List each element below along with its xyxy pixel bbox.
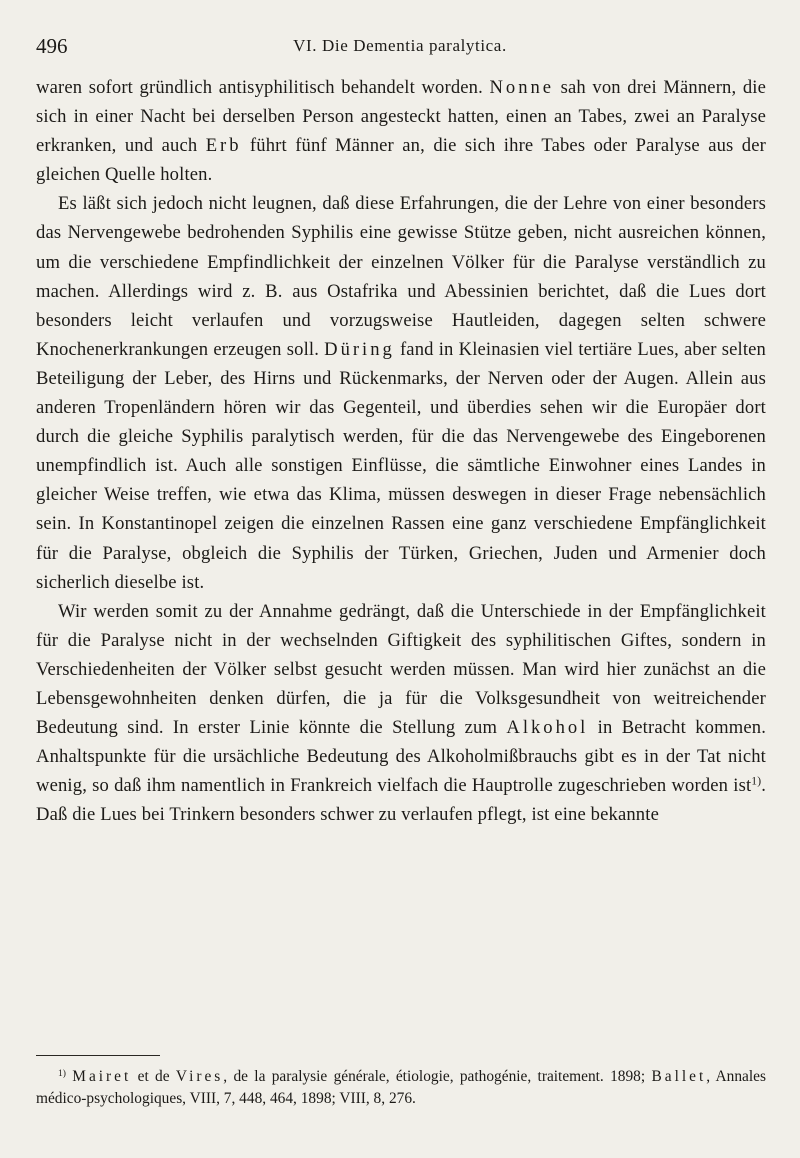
paragraph-3: Wir werden somit zu der Annahme gedrängt, daß die Unterschiede in der Empfänglichkeit für die Paralyse nicht in der wechselnden Giftigkeit des syphilitischen Giftes, sondern in Verschiedenheiten der Völker selbst gesucht werden müssen. Man wird hier zunächst an die Lebensgewohnheiten denken dürfen, die ja für die Volksgesundheit von weitreichender Bedeutung sind. In erster Linie könnte die Stellung zum Alkohol in Betracht kommen. Anhaltspunkte für die ursächliche Bedeutung des Alkoholmißbrauchs gibt es in der Tat nicht wenig, so daß ihm namentlich in Frankreich vielfach die Hauptrolle zugeschrieben worden ist$^{1)}$. Daß die Lues bei Trinkern besonders schwer zu verlaufen pflegt, ist eine bekannte	[36, 600, 766, 826]
emphasis-alkohol: Alkohol	[506, 717, 589, 739]
running-title: VI. Die Dementia paralytica.	[293, 36, 507, 55]
author-name-ballet: Ballet	[651, 1068, 707, 1085]
page-header	[36, 34, 764, 58]
author-name-mairet: Mairet	[72, 1068, 132, 1085]
page-number: 496	[36, 34, 68, 58]
footnote-marker: 1)	[58, 1067, 66, 1079]
footnote: $^{1)}$ Mairet et de Vires, de la paralysie générale, étiologie, pathogénie, traitement. 1898; Ballet, Annales médico-psychologiques, VIII, 7, 448, 464, 1898; VIII, 8, 276.	[36, 1067, 766, 1107]
paragraph-2: Es läßt sich jedoch nicht leugnen, daß diese Erfahrungen, die der Lehre von einer besonders das Nervengewebe bedrohenden Syphilis eine gewisse Stütze geben, nicht ausreichen können, um die verschiedene Empfindlichkeit der einzelnen Völker für die Paralyse verständlich zu machen. Allerdings wird z. B. aus Ostafrika und Abessinien berichtet, daß die Lues dort besonders leicht verlaufen und vorzugsweise Hautleiden, dagegen selten schwere Knochenerkrankungen erzeugen soll. Düring fand in Kleinasien viel tertiäre Lues, aber selten Beteiligung der Leber, des Hirns und Rückenmarks, der Nerven oder der Augen. Allein aus anderen Tropenländern hören wir das Gegenteil, und überdies sehen wir die Europäer dort durch die gleiche Syphilis paralytisch werden, für die das Nervengewebe des Eingeborenen unempfindlich ist. Auch alle sonstigen Einflüsse, die sämtliche Einwohner eines Landes in gleicher Weise treffen, wie etwa das Klima, müssen deswegen in dieser Frage nebensächlich sein. In Konstantinopel zeigen die einzelnen Rassen eine ganz verschiedene Empfänglichkeit für die Paralyse, obgleich die Syphilis der Türken, Griechen, Juden und Armenier doch sicherlich dieselbe ist.	[36, 193, 766, 593]
author-name-nonne: Nonne	[489, 77, 555, 98]
body-text	[36, 73, 766, 829]
author-name-erb: Erb	[205, 135, 242, 157]
footnote-divider	[36, 1055, 160, 1056]
author-name-during: Düring	[324, 338, 395, 360]
author-name-vires: Vires	[175, 1068, 224, 1085]
footnote-reference: 1)	[751, 775, 762, 788]
paragraph-1: waren sofort gründlich antisyphilitisch behandelt worden. Nonne sah von drei Männern, die sich in einer Nacht bei derselben Person angesteckt hatten, einen an Tabes, zwei an Paralyse erkranken, und auch Erb führt fünf Männer an, die sich ihre Tabes oder Paralyse aus der gleichen Quelle holten.	[36, 77, 767, 186]
